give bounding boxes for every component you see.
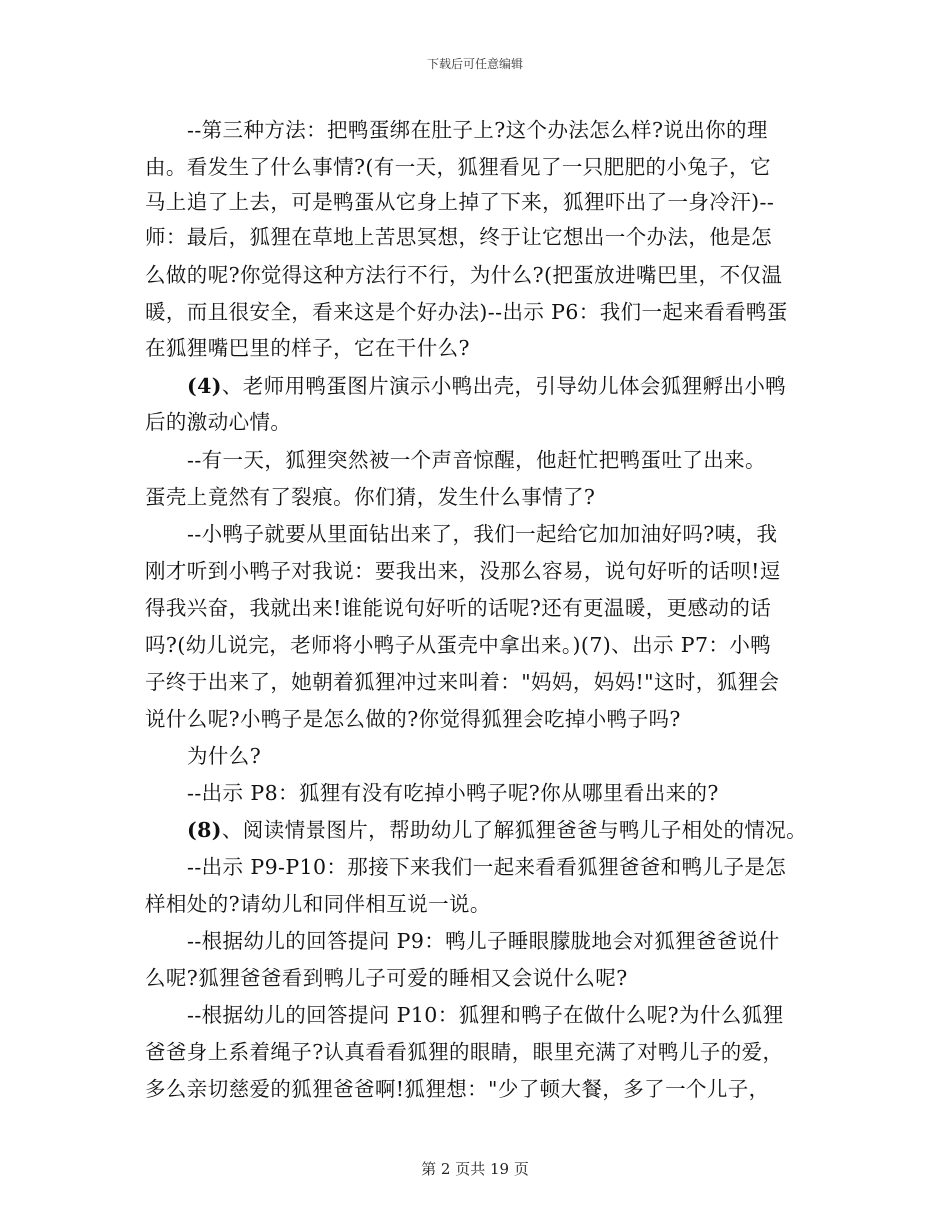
text-line: 么呢?狐狸爸爸看到鸭儿子可爱的睡相又会说什么呢? [145,966,628,990]
text-line: 多么亲切慈爱的狐狸爸爸啊!狐狸想："少了顿大餐，多了一个儿子， [145,1077,770,1101]
page-header: 下载后可任意编辑 [426,57,523,71]
text-line: 爸爸身上系着绳子?认真看看狐狸的眼睛，眼里充满了对鸭儿子的爱， [145,1040,784,1064]
text-line: 子终于出来了，她朝着狐狸冲过来叫着："妈妈，妈妈!"这时，狐狸会 [145,670,780,694]
text-line: 得我兴奋，我就出来!谁能说句好听的话呢?还有更温暖，更感动的话 [145,596,772,620]
item-number: (4) [187,374,222,398]
item-number: (8) [187,818,222,842]
text-line: --第三种方法：把鸭蛋绑在肚子上?这个办法怎么样?说出你的理 [187,118,768,142]
text-line: 吗?(幼儿说完，老师将小鸭子从蛋壳中拿出来。)(7)、出示 P7：小鸭 [145,633,772,657]
text-line: 刚才听到小鸭子对我说：要我出来，没那么容易，说句好听的话呗!逗 [145,559,781,583]
page-footer: 第 2 页共 19 页 [421,1160,529,1178]
text-line: 暖，而且很安全，看来这是个好办法)--出示 P6：我们一起来看看鸭蛋 [145,300,788,324]
text-line: 在狐狸嘴巴里的样子，它在干什么? [145,336,470,360]
text-line: 后的激动心情。 [145,410,292,434]
text-line: --有一天，狐狸突然被一个声音惊醒，他赶忙把鸭蛋吐了出来。 [187,448,766,472]
item-text: 、阅读情景图片，帮助幼儿了解狐狸爸爸与鸭儿子相处的情况。 [221,818,808,842]
list-item [187,374,786,398]
text-line: --出示 P9-P10：那接下来我们一起来看看狐狸爸爸和鸭儿子是怎 [187,855,787,879]
text-line: 马上追了上去，可是鸭蛋从它身上掉了下来，狐狸吓出了一身冷汗)-- [145,190,775,214]
text-line: --小鸭子就要从里面钻出来了，我们一起给它加加油好吗?咦，我 [187,522,778,546]
text-line: --根据幼儿的回答提问 P10：狐狸和鸭子在做什么呢?为什么狐狸 [187,1003,784,1027]
text-line: 说什么呢?小鸭子是怎么做的?你觉得狐狸会吃掉小鸭子吗? [145,707,681,731]
text-line: 师：最后，狐狸在草地上苦思冥想，终于让它想出一个办法，他是怎 [145,225,772,249]
text-line: 为什么? [187,744,262,768]
text-line: 由。看发生了什么事情?(有一天，狐狸看见了一只肥肥的小兔子，它 [145,155,771,179]
text-line: --出示 P8：狐狸有没有吃掉小鸭子呢?你从哪里看出来的? [187,781,719,805]
text-line: --根据幼儿的回答提问 P9：鸭儿子睡眼朦胧地会对狐狸爸爸说什 [187,929,780,953]
item-text: 、老师用鸭蛋图片演示小鸭出壳，引导幼儿体会狐狸孵出小鸭 [221,374,787,398]
text-line: 样相处的?请幼儿和同伴相互说一说。 [145,892,491,916]
text-line: 蛋壳上竟然有了裂痕。你们猜，发生什么事情了? [145,485,596,509]
list-item [187,818,807,842]
text-line: 么做的呢?你觉得这种方法行不行，为什么?(把蛋放进嘴巴里，不仅温 [145,263,783,287]
